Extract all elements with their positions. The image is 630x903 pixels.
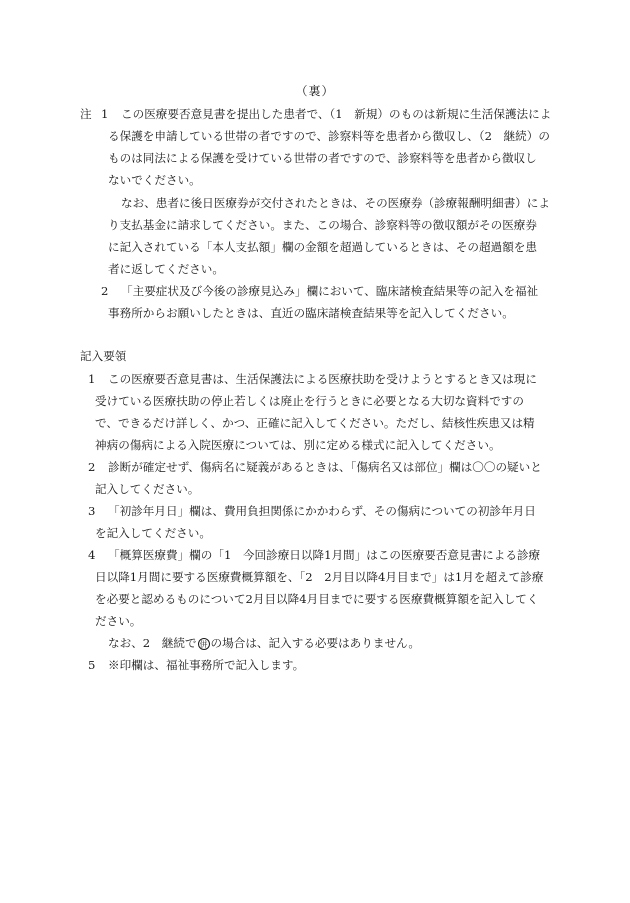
page-title: （裏）: [295, 84, 335, 98]
instructions-heading: 記入要領: [80, 349, 127, 363]
note-1-line-1: この医療要否意見書を提出した患者で、（1 新規）のものは新規に生活保護法によ: [121, 107, 552, 121]
note-1-para2-line-1: なお、患者に後日医療券が交付されたときは、その医療券（診療報酬明細書）によ: [121, 196, 550, 210]
instruction-3-line-2: を記入してください。: [95, 526, 211, 540]
note-2-line-1: 「主要症状及び今後の診療見込み」欄において、臨床諸検査結果等の記入を福祉: [121, 284, 539, 298]
note-1-para2-line-4: 者に返してください。: [108, 262, 224, 276]
note-1-number: 1: [101, 107, 109, 121]
note-2-number: 2: [101, 284, 109, 298]
instruction-4-number: 4: [88, 548, 96, 562]
circled-combined-mark: 併: [199, 640, 208, 649]
note-2-line-2: 事務所からお願いしたときは、直近の臨床諸検査結果等を記入してください。: [108, 306, 514, 320]
note-1-line-2: る保護を申請している世帯の者ですので、診察料等を患者から徴収し、（2 継続）の: [108, 129, 550, 143]
instruction-2-number: 2: [88, 460, 96, 474]
instruction-4-line-3: を必要と認めるものについて2月目以降4月目までに要する医療費概算額を記入してく: [95, 592, 539, 606]
instruction-4-line-2: 日以降1月間に要する医療費概算額を、「2 2月目以降4月目まで」は1月を超えて診療: [95, 570, 544, 584]
instruction-3-number: 3: [88, 504, 96, 518]
instruction-1-line-2: 受けている医療扶助の停止若しくは廃止を行うときに必要となる大切な資料ですの: [95, 394, 524, 408]
note-1-para2-line-3: に記入されている「本人支払額」欄の金額を超過しているときは、その超過額を患: [108, 240, 537, 254]
instruction-3-line-1: 「初診年月日」欄は、費用負担関係にかかわらず、その傷病についての初診年月日: [108, 504, 536, 518]
instruction-2-line-2: 記入してください。: [95, 482, 200, 496]
instruction-4-line-1: 「概算医療費」欄の「1 今回診療日以降1月間」はこの医療要否意見書による診療: [108, 548, 541, 562]
note-1-line-3: ものは同法による保護を受けている世帯の者ですので、診察料等を患者から徴収し: [108, 151, 537, 165]
instruction-4-line-4: ださい。: [95, 614, 142, 628]
instruction-4-para2: [108, 635, 420, 652]
instruction-4-para2-text-b: の場合は、記入する必要はありません。: [210, 636, 420, 650]
instruction-1-line-1: この医療要否意見書は、生活保護法による医療扶助を受けようとするとき又は現に: [108, 372, 537, 386]
instruction-5-number: 5: [88, 658, 96, 672]
note-1-para2-line-2: り支払基金に請求してください。また、この場合、診察料等の徴収額がその医療券: [108, 218, 537, 232]
instruction-4-para2-text-a: なお、2 継続で: [108, 636, 197, 650]
instruction-2-line-1: 診断が確定せず、傷病名に疑義があるときは、「傷病名又は部位」欄は〇〇の疑いと: [108, 460, 542, 474]
instruction-5-line-1: ※印欄は、福祉事務所で記入します。: [108, 658, 305, 672]
note-1-line-4: ないでください。: [108, 173, 201, 187]
notes-label: 注: [80, 107, 92, 121]
instruction-1-line-4: 神病の傷病による入院医療については、別に定める様式に記入してください。: [95, 438, 501, 452]
instruction-1-number: 1: [88, 372, 96, 386]
instruction-1-line-3: で、できるだけ詳しく、かつ、正確に記入してください。ただし、結核性疾患又は精: [95, 416, 535, 430]
